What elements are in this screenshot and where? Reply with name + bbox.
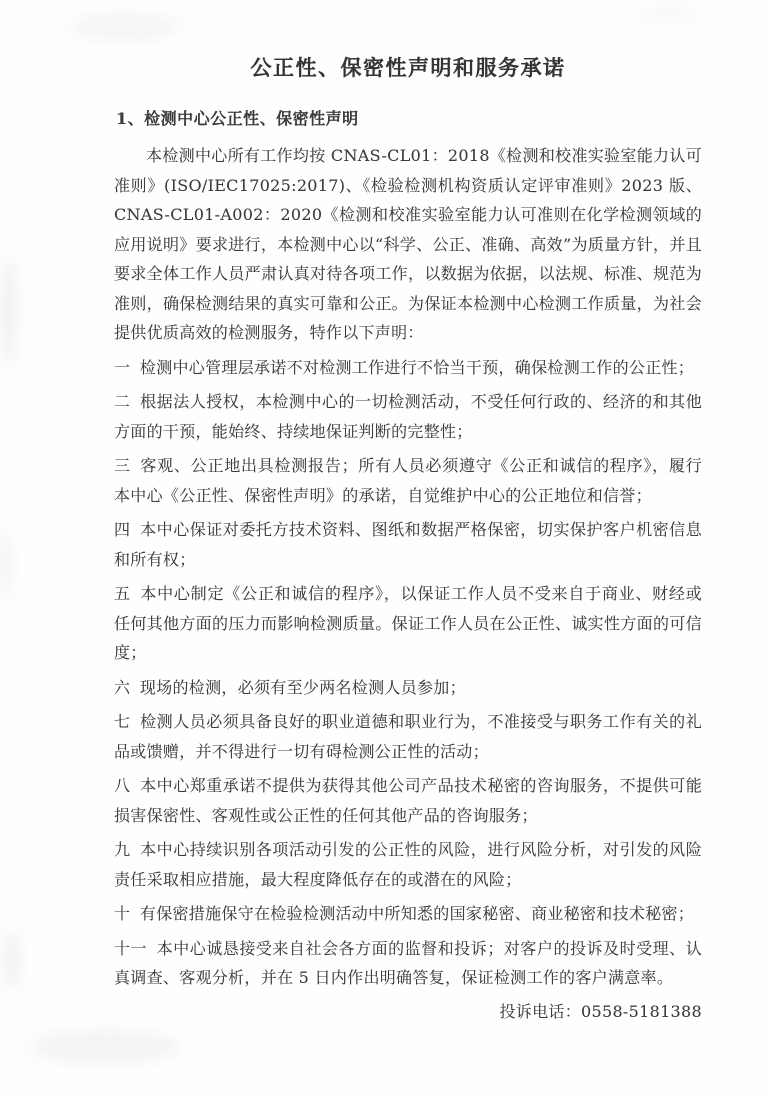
- statement-item-6: [114, 673, 702, 703]
- complaint-phone-label: 投诉电话：: [499, 1001, 582, 1021]
- item-text: 检测人员必须具备良好的职业道德和职业行为，不准接受与职务工作有关的礼品或馈赠，并不得进行一切有碍检测公正性的活动；: [114, 712, 702, 761]
- item-text: 检测中心管理层承诺不对检测工作进行不恰当干预，确保检测工作的公正性；: [139, 357, 695, 377]
- item-number: 十: [114, 904, 131, 923]
- complaint-phone-line: [114, 997, 702, 1027]
- statement-item-10: [114, 899, 702, 929]
- item-text: 有保密措施保守在检验检测活动中所知悉的国家秘密、商业秘密和技术秘密；: [139, 904, 695, 923]
- item-number: 四: [114, 520, 131, 539]
- item-text: 根据法人授权，本检测中心的一切检测活动，不受任何行政的、经济的和其他方面的干预，能始终、持续地保证判断的完整性；: [114, 392, 702, 441]
- item-number: 二: [114, 392, 131, 411]
- item-number: 一: [114, 357, 131, 377]
- statement-item-9: [114, 835, 702, 894]
- item-number: 九: [114, 840, 131, 859]
- scan-smudge: [70, 12, 180, 42]
- statement-item-2: [114, 387, 702, 446]
- item-text: 本中心诚恳接受来自社会各方面的监督和投诉；对客户的投诉及时受理、认真调查、客观分析，并在 5 日内作出明确答复，保证检测工作的客户满意率。: [114, 938, 702, 987]
- statement-item-5: [114, 579, 702, 668]
- item-text: 现场的检测，必须有至少两名检测人员参加；: [139, 677, 466, 697]
- item-text: 本中心保证对委托方技术资料、图纸和数据严格保密，切实保护客户机密信息和所有权；: [114, 520, 702, 569]
- item-text: 本中心郑重承诺不提供为获得其他公司产品技术秘密的咨询服务，不提供可能损害保密性、客观性或公正性的任何其他产品的咨询服务；: [114, 776, 702, 825]
- item-number: 十一: [114, 938, 148, 958]
- item-text: 客观、公正地出具检测报告；所有人员必须遵守《公正和诚信的程序》，履行本中心《公正性、保密性声明》的承诺，自觉维护中心的公正地位和信誉；: [114, 456, 702, 505]
- statement-item-1: [114, 353, 702, 383]
- item-number: 六: [114, 677, 131, 697]
- item-number: 八: [114, 776, 131, 795]
- scan-smudge: [0, 530, 10, 600]
- scan-smudge: [4, 930, 20, 990]
- section-heading: 1、检测中心公正性、保密性声明: [116, 109, 359, 128]
- statement-item-11: [114, 934, 702, 993]
- item-text: 本中心持续识别各项活动引发的公正性的风险，进行风险分析，对引发的风险责任采取相应措施，最大程度降低存在的或潜在的风险；: [114, 840, 702, 889]
- document-page: [114, 52, 702, 1042]
- item-number: 三: [114, 456, 131, 475]
- scan-smudge: [640, 6, 700, 24]
- item-text: 本中心制定《公正和诚信的程序》，以保证工作人员不受来自于商业、财经或任何其他方面的压力而影响检测质量。保证工作人员在公正性、诚实性方面的可信度；: [114, 584, 702, 662]
- complaint-phone-number: 0558-5181388: [581, 1001, 702, 1021]
- intro-paragraph: 本检测中心所有工作均按 CNAS-CL01：2018《检测和校准实验室能力认可准则》(ISO/IEC17025:2017)、《检验检测机构资质认定评审准则》2023 版、CNAS-CL01-A002：2020《检测和校准实验室能力认可准则在化学检测领域的应用说明》要求进行，本检测中心以“科学、公正、准确、高效”为质量方针，并且要求全体工作人员严肃认真对待各项工作，以数据为依据，以法规、标准、规范为准则，确保检测结果的真实可靠和公正。为保证本检测中心检测工作质量，为社会提供优质高效的检测服务，特作以下声明：: [114, 146, 702, 342]
- item-number: 五: [114, 584, 131, 603]
- statement-item-4: [114, 515, 702, 574]
- document-title: 公正性、保密性声明和服务承诺: [250, 55, 566, 80]
- statement-item-7: [114, 707, 702, 766]
- statement-item-3: [114, 451, 702, 510]
- scan-smudge: [2, 255, 16, 365]
- item-number: 七: [114, 712, 131, 731]
- statement-item-8: [114, 771, 702, 830]
